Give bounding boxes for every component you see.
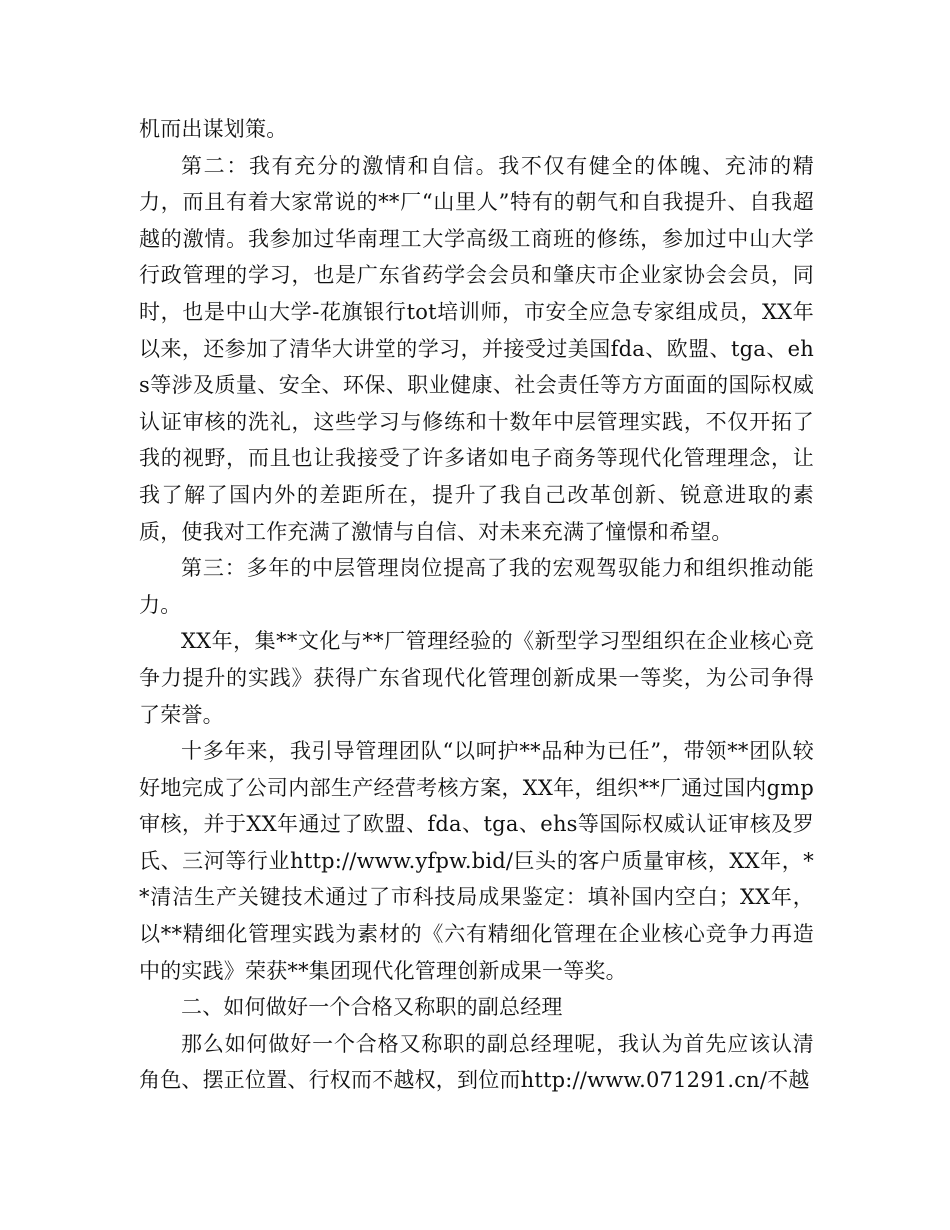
paragraph-continuation: 机而出谋划策。 [139, 117, 288, 141]
document-page [139, 111, 814, 1099]
paragraph-award: XX年，集**文化与**厂管理经验的《新型学习型组织在企业核心竞争力提升的实践》获得广东省现代化管理创新成果一等奖，为公司争得了荣誉。 [139, 629, 814, 727]
paragraph-achievements: 十多年来，我引导管理团队“以呵护**品种为已任”，带领**团队较好地完成了公司内部生产经营考核方案，XX年，组织**厂通过国内gmp审核，并于XX年通过了欧盟、fda、tga、ehs等国际权威认证审核及罗氏、三河等行业http://www.yfpw.bid/巨头的客户质量审核，XX年，**清洁生产关键技术通过了市科技局成果鉴定：填补国内空白；XX年，以**精细化管理实践为素材的《六有精细化管理在企业核心竞争力再造中的实践》荣获**集团现代化管理创新成果一等奖。 [139, 739, 814, 983]
paragraph-second-point: 第二：我有充分的激情和自信。我不仅有健全的体魄、充沛的精力，而且有着大家常说的**厂“山里人”特有的朝气和自我提升、自我超越的激情。我参加过华南理工大学高级工商班的修练，参加过中山大学行政管理的学习，也是广东省药学会会员和肇庆市企业家协会会员，同时，也是中山大学-花旗银行tot培训师，市安全应急专家组成员，XX年以来，还参加了清华大讲堂的学习，并接受过美国fda、欧盟、tga、ehs等涉及质量、安全、环保、职业健康、社会责任等方方面面的国际权威认证审核的洗礼，这些学习与修练和十数年中层管理实践，不仅开拓了我的视野，而且也让我接受了许多诸如电子商务等现代化管理理念，让我了解了国内外的差距所在，提升了我自己改革创新、锐意进取的素质，使我对工作充满了激情与自信、对未来充满了憧憬和希望。 [139, 153, 814, 544]
paragraph-role: 那么如何做好一个合格又称职的副总经理呢，我认为首先应该认清角色、摆正位置、行权而不越权，到位而http://www.071291.cn/不越 [139, 1031, 814, 1093]
section-heading: 二、如何做好一个合格又称职的副总经理 [181, 995, 563, 1020]
paragraph-third-point: 第三：多年的中层管理岗位提高了我的宏观驾驭能力和组织推动能力。 [139, 556, 814, 617]
